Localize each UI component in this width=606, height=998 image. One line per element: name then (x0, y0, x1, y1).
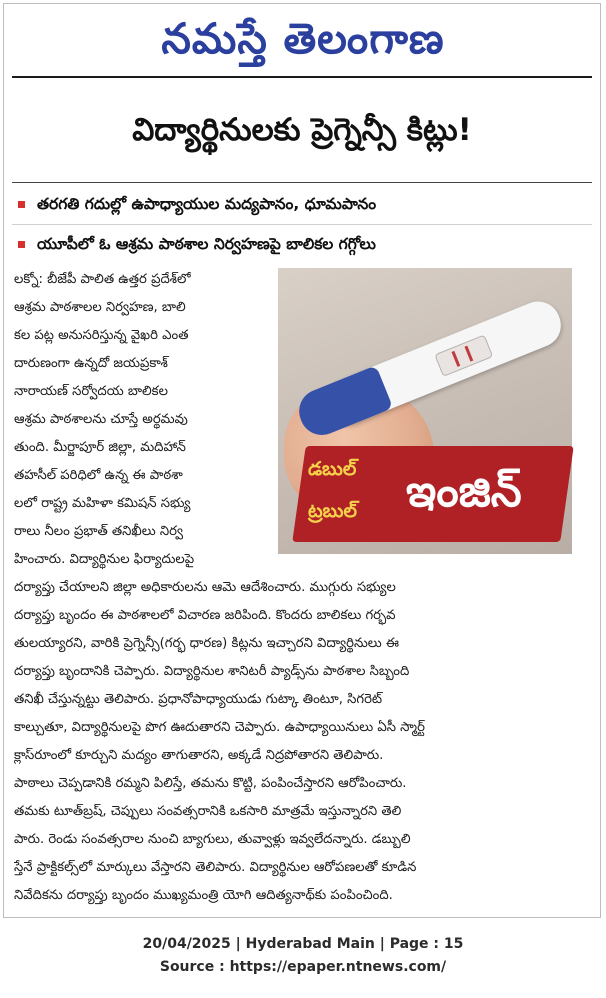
series-logo-title: ఇంజిన్ (406, 466, 522, 517)
body-line: దారుణంగా ఉన్నదో జయప్రకాశ్ (14, 356, 168, 371)
bullet-square-icon (18, 241, 25, 248)
body-line: నివేదికను దర్యాప్తు బృందం ముఖ్యమంత్రి యోగి ఆదిత్యనాథ్‌కు పంపించింది. (14, 888, 393, 903)
headline: విద్యార్థినులకు ప్రెగ్నెన్సీ కిట్లు! (132, 112, 472, 148)
body-line: లలో రాష్ట్ర మహిళా కమిషన్ సభ్యు (14, 496, 191, 511)
body-line: స్తేనే ప్రాక్టికల్స్‌లో మార్కులు వేస్తారని తెలిపారు. విద్యార్థినుల ఆరోపణలతో కూడిన (14, 860, 417, 875)
body-line: దర్యాప్తు బృందానికి చెప్పారు. విద్యార్థినుల శానిటరీ ప్యాడ్స్‌ను పాఠశాల సిబ్బంది (14, 664, 410, 679)
pregnancy-test-kit (318, 295, 567, 431)
subhead-text: యూపీలో ఓ ఆశ్రమ పాఠశాల నిర్వహణపై బాలికల గగ్గోలు (37, 235, 376, 253)
source-link[interactable]: Source : https://epaper.ntnews.com/ (159, 959, 447, 975)
masthead-logo: నమస్తే తెలంగాణ (161, 14, 445, 63)
body-line: హించారు. విద్యార్థినుల ఫిర్యాదులపై (14, 552, 195, 567)
subhead-bullet-1 (18, 192, 376, 216)
body-line: క్లాస్‌రూంలో కూర్చుని మద్యం తాగుతారని, అక్కడే నిద్రపోతారని తెలిపారు. (14, 748, 384, 763)
body-line: కాల్చుతూ, విద్యార్థినులపై పొగ ఊదుతారని చెప్పారు. ఉపాధ్యాయినులు ఏసీ స్మార్ట్ (14, 720, 425, 735)
body-line: దర్యాప్తు చేయాలని జిల్లా అధికారులను ఆమె ఆదేశించారు. ముగ్గురు సభ్యుల (14, 580, 396, 595)
masthead-rule (12, 76, 592, 78)
bullet-square-icon (18, 201, 25, 208)
body-line: పారు. రెండు సంవత్సరాల నుంచి బ్యాగులు, తువ్వాళ్లు ఇవ్వలేదన్నారు. డబ్బులి (14, 832, 411, 847)
body-line: తులయ్యారని, వారికి ప్రెగ్నెన్సీ(గర్భ ధారణ) కిట్లను ఇచ్చారని విద్యార్థినులు ఈ (14, 636, 400, 651)
body-line: రాలు నీలం ప్రభాత్ తనిఖీలు నిర్వ (14, 524, 183, 539)
edition-info: 20/04/2025 | Hyderabad Main | Page : 15 (142, 936, 464, 952)
body-line: పాఠాలు చెప్పడానికి రమ్మని పిలిస్తే, తమను కొట్టి, పంపించేస్తారని ఆరోపించారు. (14, 776, 407, 791)
series-logo-line1: డబుల్ (308, 458, 357, 480)
body-line: తహసీల్ పరిధిలో ఉన్న ఈ పాఠశా (14, 468, 183, 483)
body-line: ఆశ్రమ పాఠశాలను చూస్తే అర్థమవు (14, 412, 188, 427)
body-line: తుంది. మీర్జాపూర్ జిల్లా, మదిహాన్ (14, 440, 186, 455)
body-line: కల పట్ల అనుసరిస్తున్న వైఖరి ఎంత (14, 328, 189, 343)
body-line: తనిఖీ చేస్తున్నట్టు తెలిపారు. ప్రధానోపాధ్యాయుడు గుట్కా తింటూ, సిగరెట్ (14, 692, 383, 707)
body-line: దర్యాప్తు బృందం ఈ పాఠశాలలో విచారణ జరిపింది. కొందరు బాలికలు గర్భవ (14, 608, 396, 623)
series-logo-line2: ట్రబుల్ (308, 500, 357, 522)
subhead-text: తరగతి గదుల్లో ఉపాధ్యాయుల మద్యపానం, ధూమపానం (37, 195, 377, 213)
body-line: లక్నో: బీజేపీ పాలిత ఉత్తర ప్రదేశ్‌లో (14, 272, 191, 287)
kit-result-line (452, 351, 461, 367)
body-line: ఆశ్రమ పాఠశాలల నిర్వహణ, బాలి (14, 300, 186, 315)
body-line: నారాయణ్ సర్వోదయ బాలికల (14, 384, 168, 399)
headline-rule (12, 182, 592, 183)
kit-result-line (464, 346, 473, 362)
kit-result-window (434, 334, 493, 376)
subhead-divider (12, 224, 592, 225)
body-line: తమకు టూత్‌బ్రష్, చెప్పులు సంవత్సరానికి ఒకసారి మాత్రమే ఇస్తున్నారని తెలి (14, 804, 402, 819)
subhead-bullet-2 (18, 232, 376, 256)
